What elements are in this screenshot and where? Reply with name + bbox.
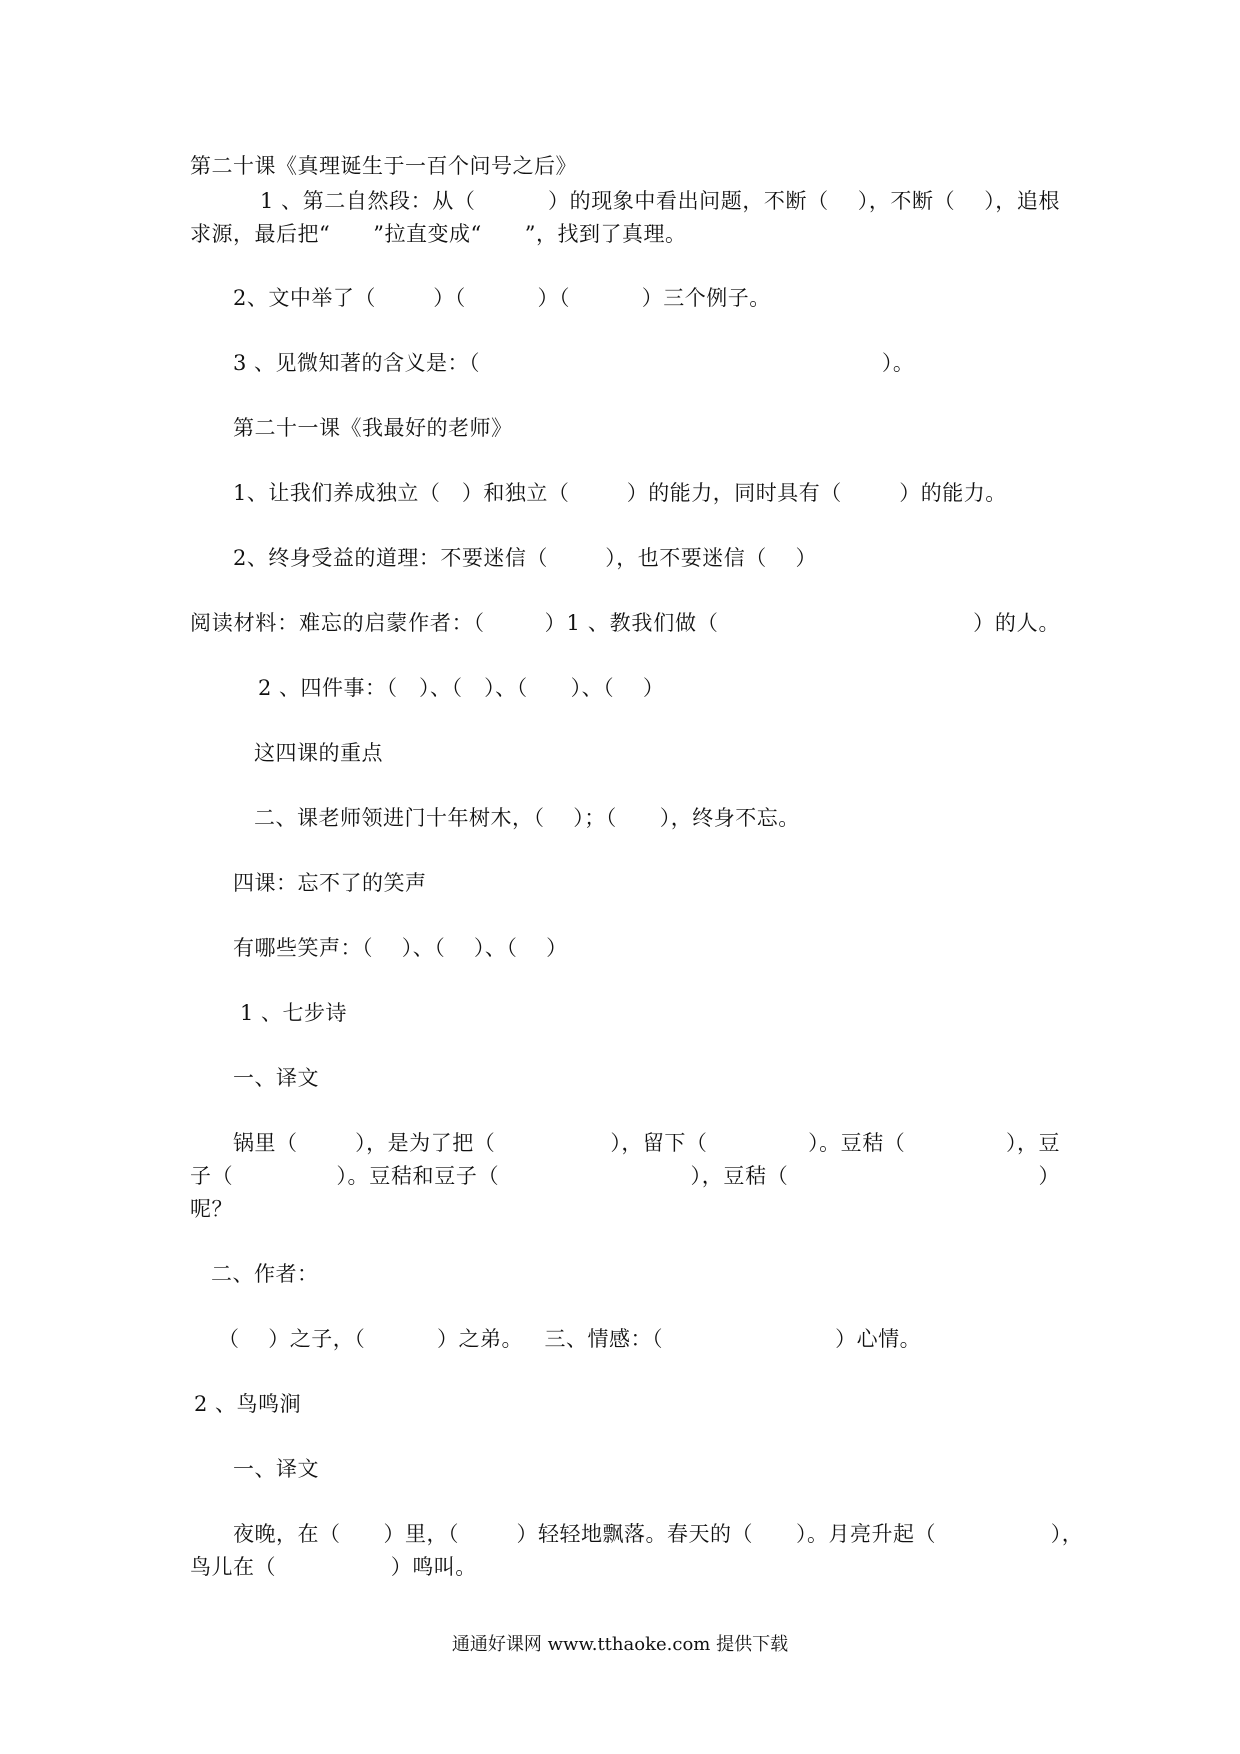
poem-2-title: 2 、鸟鸣涧 bbox=[194, 1392, 302, 1416]
poem-1-translation-line-3: 呢？ bbox=[190, 1197, 233, 1221]
key-points-heading: 这四课的重点 bbox=[254, 741, 383, 765]
poem-1-translation-line-1: 锅里（ ），是为了把（ ），留下（ ）。豆秸（ ），豆 bbox=[233, 1131, 1060, 1155]
four-events-line: 2 、四件事：（ ）、（ ）、（ ）、（ ） bbox=[258, 676, 665, 700]
reading-material-line: 阅读材料：难忘的启蒙作者：（ ）1 、教我们做（ ）的人。 bbox=[190, 611, 1060, 635]
poem-2-translation-line-1: 夜晚，在（ ）里，（ ）轻轻地飘落。春天的（ ）。月亮升起（ ）， bbox=[233, 1522, 1084, 1546]
lesson-key-point-line: 二、课老师领进门十年树木，（ ）；（ ），终身不忘。 bbox=[254, 806, 800, 830]
poem-1-author-heading: 二、作者： bbox=[211, 1262, 319, 1286]
poem-1-translation-heading: 一、译文 bbox=[233, 1066, 319, 1090]
lesson-20-question-3: 3 、见微知著的含义是：（ ）。 bbox=[233, 351, 915, 375]
lesson-21-title: 第二十一课《我最好的老师》 bbox=[233, 416, 513, 440]
lesson-21-question-2: 2、终身受益的道理：不要迷信（ ），也不要迷信（ ） bbox=[233, 546, 817, 570]
lesson-20-question-2: 2、文中举了（ ）（ ）（ ）三个例子。 bbox=[233, 286, 771, 310]
page-footer: 通通好课网 www.tthaoke.com 提供下载 bbox=[451, 1634, 789, 1655]
lesson-laughter-title: 四课：忘不了的笑声 bbox=[233, 871, 427, 895]
lesson-20-title: 第二十课《真理诞生于一百个问号之后》 bbox=[190, 154, 577, 178]
lesson-20-question-1: 1 、第二自然段：从（ ）的现象中看出问题，不断（ ），不断（ ），追根 bbox=[260, 189, 1060, 213]
poem-1-translation-line-2: 子（ ）。豆秸和豆子（ ），豆秸（ ） bbox=[190, 1164, 1060, 1188]
poem-2-translation-heading: 一、译文 bbox=[233, 1457, 319, 1481]
lesson-20-question-1-continued: 求源，最后把“ ”拉直变成“ ”，找到了真理。 bbox=[190, 222, 687, 246]
laughter-question: 有哪些笑声：（ ）、（ ）、（ ） bbox=[233, 936, 568, 960]
lesson-21-question-1: 1、让我们养成独立（ ）和独立（ ）的能力，同时具有（ ）的能力。 bbox=[233, 481, 1007, 505]
poem-1-author-emotion-line: （ ）之子，（ ）之弟。 三、情感：（ ）心情。 bbox=[218, 1327, 922, 1351]
poem-1-title: 1 、七步诗 bbox=[240, 1001, 348, 1025]
poem-2-translation-line-2: 鸟儿在（ ）鸣叫。 bbox=[190, 1555, 477, 1579]
